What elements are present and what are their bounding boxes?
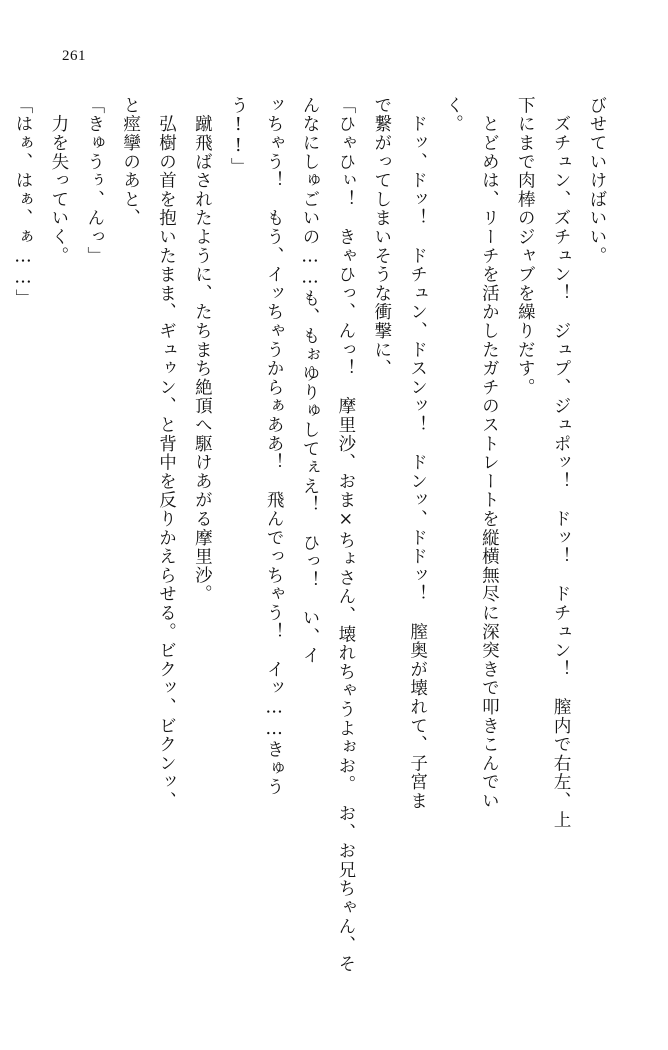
paragraph: で繋がってしまいそうな衝撃に、 [371, 96, 392, 378]
paragraph: ッちゃう！ もう、イッちゃうからぁああ！ 飛んでっちゃう！ イッ……きゅう [264, 96, 285, 797]
paragraph: んなにしゅごいの……も、もぉゆりゅしてぇえ！ ひっ！ い、イ [300, 96, 320, 665]
paragraph: ズチュン、ズチュン！ ジュプ、ジュポッ！ ドッ！ ドチュン！ 膣内で右左、上 [551, 96, 572, 830]
paragraph: びせていけばいい。 [587, 96, 607, 266]
paragraph: 力を失っていく。 [48, 96, 69, 266]
paragraph: とどめは、リーチを活かしたガチのストレートを縦横無尽に深突きで叩きこんでい [479, 96, 500, 811]
paragraph: 「はぁ、はぁ、ぁ……」 [13, 96, 33, 308]
page-number: 261 [62, 48, 86, 64]
paragraph: 蹴飛ばされたように、たちまち絶頂へ駆けあがる摩里沙。 [192, 96, 213, 604]
paragraph: 弘樹の首を抱いたまま、ギュゥン、と背中を反りかえらせる。ビクッ、ビクンッ、 [156, 96, 177, 811]
vertical-text-body [4, 96, 614, 996]
paragraph: 下にまで肉棒のジャブを繰りだす。 [515, 96, 536, 397]
paragraph: 「きゅうぅ、んっ」 [84, 96, 105, 266]
paragraph: ドッ、ドッ！ ドチュン、ドスンッ！ ドンッ、ドドッ！ 膣奥が壊れて、子宮ま [407, 96, 428, 811]
paragraph: 「ひゃひぃ！ きゃひっ、んっ！ 摩里沙、おま×ちょさん、壊れちゃうよぉお。 お、お兄ちゃん、そ [335, 96, 356, 974]
paragraph: と痙攣のあと、 [120, 96, 141, 228]
paragraph: う!!」 [228, 96, 249, 177]
paragraph: く。 [443, 96, 464, 134]
